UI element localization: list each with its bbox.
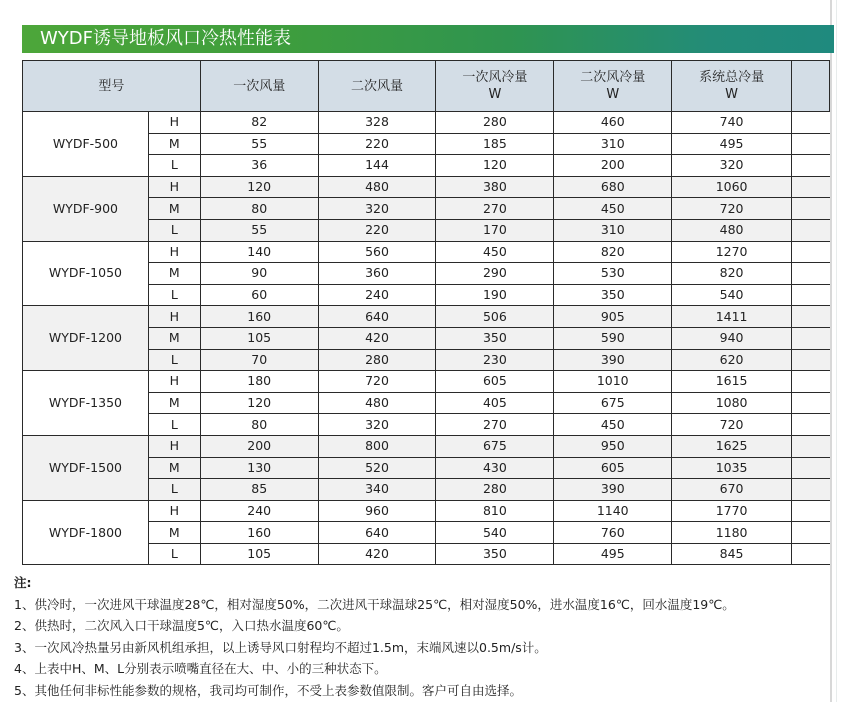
- model-cell: WYDF-500: [23, 112, 149, 177]
- blank-cell: [792, 198, 830, 220]
- total-cooling-cell: 940: [672, 327, 792, 349]
- secondary-cooling-cell: 530: [554, 263, 672, 285]
- page-title: WYDF诱导地板风口冷热性能表: [40, 28, 292, 49]
- performance-table: [22, 60, 830, 565]
- primary-cooling-cell: 810: [436, 500, 554, 522]
- primary-cooling-cell: 190: [436, 284, 554, 306]
- level-cell: H: [148, 500, 200, 522]
- secondary-cooling-cell: 390: [554, 349, 672, 371]
- level-cell: H: [148, 241, 200, 263]
- total-cooling-cell: 720: [672, 198, 792, 220]
- total-cooling-cell: 1270: [672, 241, 792, 263]
- total-cooling-cell: 620: [672, 349, 792, 371]
- blank-cell: [792, 327, 830, 349]
- note-item: 2、供热时，二次风入口干球温度5℃，入口热水温度60℃。: [14, 618, 349, 633]
- header-secondary-cooling-label: 二次风冷量: [580, 70, 646, 85]
- secondary-air-cell: 480: [318, 392, 436, 414]
- primary-air-cell: 85: [200, 479, 318, 501]
- header-blank: [792, 61, 830, 112]
- primary-cooling-cell: 280: [436, 479, 554, 501]
- secondary-cooling-cell: 310: [554, 133, 672, 155]
- secondary-air-cell: 520: [318, 457, 436, 479]
- model-cell: WYDF-1200: [23, 306, 149, 371]
- secondary-air-cell: 220: [318, 133, 436, 155]
- secondary-air-cell: 280: [318, 349, 436, 371]
- secondary-cooling-cell: 820: [554, 241, 672, 263]
- primary-cooling-cell: 270: [436, 198, 554, 220]
- secondary-cooling-cell: 460: [554, 112, 672, 134]
- primary-cooling-cell: 185: [436, 133, 554, 155]
- level-cell: M: [148, 522, 200, 544]
- level-cell: M: [148, 263, 200, 285]
- secondary-cooling-cell: 605: [554, 457, 672, 479]
- table-body: [23, 112, 830, 565]
- primary-air-cell: 70: [200, 349, 318, 371]
- primary-cooling-cell: 506: [436, 306, 554, 328]
- total-cooling-cell: 1770: [672, 500, 792, 522]
- level-cell: M: [148, 392, 200, 414]
- level-cell: L: [148, 414, 200, 436]
- model-cell: WYDF-1800: [23, 500, 149, 565]
- secondary-air-cell: 420: [318, 543, 436, 565]
- primary-cooling-cell: 290: [436, 263, 554, 285]
- secondary-air-cell: 800: [318, 435, 436, 457]
- header-primary-cooling-label: 一次风冷量: [462, 70, 528, 85]
- primary-air-cell: 140: [200, 241, 318, 263]
- secondary-cooling-cell: 200: [554, 155, 672, 177]
- primary-air-cell: 105: [200, 327, 318, 349]
- header-secondary-air-label: 二次风量: [351, 78, 404, 94]
- secondary-air-cell: 480: [318, 176, 436, 198]
- level-cell: L: [148, 543, 200, 565]
- secondary-cooling-cell: 350: [554, 284, 672, 306]
- primary-air-cell: 36: [200, 155, 318, 177]
- blank-cell: [792, 479, 830, 501]
- secondary-cooling-cell: 680: [554, 176, 672, 198]
- primary-air-cell: 60: [200, 284, 318, 306]
- level-cell: H: [148, 371, 200, 393]
- primary-cooling-cell: 120: [436, 155, 554, 177]
- header-secondary-air: [318, 61, 436, 112]
- blank-cell: [792, 457, 830, 479]
- secondary-air-cell: 328: [318, 112, 436, 134]
- total-cooling-cell: 495: [672, 133, 792, 155]
- level-cell: H: [148, 306, 200, 328]
- level-cell: M: [148, 198, 200, 220]
- blank-cell: [792, 522, 830, 544]
- note-item: 4、上表中H、M、L分别表示喷嘴直径在大、中、小的三种状态下。: [14, 661, 387, 676]
- total-cooling-cell: 320: [672, 155, 792, 177]
- total-cooling-cell: 1060: [672, 176, 792, 198]
- note-item: 5、其他任何非标性能参数的规格，我司均可制作，不受上表参数值限制。客户可自由选择。: [14, 682, 522, 698]
- table-header-row: [23, 61, 830, 112]
- blank-cell: [792, 306, 830, 328]
- model-cell: WYDF-1350: [23, 371, 149, 436]
- primary-air-cell: 55: [200, 219, 318, 241]
- table-row: [23, 306, 830, 328]
- total-cooling-cell: 480: [672, 219, 792, 241]
- total-cooling-cell: 1080: [672, 392, 792, 414]
- secondary-cooling-cell: 390: [554, 479, 672, 501]
- primary-air-cell: 240: [200, 500, 318, 522]
- total-cooling-cell: 740: [672, 112, 792, 134]
- table-row: [23, 241, 830, 263]
- primary-air-cell: 80: [200, 198, 318, 220]
- secondary-cooling-cell: 905: [554, 306, 672, 328]
- primary-air-cell: 90: [200, 263, 318, 285]
- secondary-cooling-cell: 450: [554, 198, 672, 220]
- table-row: [23, 500, 830, 522]
- header-secondary-cooling: [554, 61, 672, 112]
- blank-cell: [792, 112, 830, 134]
- secondary-air-cell: 420: [318, 327, 436, 349]
- note-item: 1、供冷时，一次进风干球温度28℃，相对湿度50%，二次进风干球温球25℃，相对湿度50%，进水温度16℃，回水温度19℃。: [14, 596, 735, 612]
- secondary-cooling-cell: 760: [554, 522, 672, 544]
- table-row: [23, 112, 830, 134]
- blank-cell: [792, 414, 830, 436]
- secondary-air-cell: 220: [318, 219, 436, 241]
- primary-air-cell: 130: [200, 457, 318, 479]
- secondary-cooling-cell: 310: [554, 219, 672, 241]
- level-cell: L: [148, 349, 200, 371]
- blank-cell: [792, 219, 830, 241]
- total-cooling-cell: 1180: [672, 522, 792, 544]
- primary-air-cell: 200: [200, 435, 318, 457]
- blank-cell: [792, 284, 830, 306]
- total-cooling-cell: 845: [672, 543, 792, 565]
- secondary-air-cell: 320: [318, 198, 436, 220]
- primary-air-cell: 80: [200, 414, 318, 436]
- primary-cooling-cell: 350: [436, 543, 554, 565]
- blank-cell: [792, 133, 830, 155]
- header-unit: W: [606, 87, 620, 102]
- primary-air-cell: 160: [200, 306, 318, 328]
- primary-cooling-cell: 350: [436, 327, 554, 349]
- secondary-air-cell: 144: [318, 155, 436, 177]
- primary-cooling-cell: 450: [436, 241, 554, 263]
- secondary-air-cell: 560: [318, 241, 436, 263]
- total-cooling-cell: 820: [672, 263, 792, 285]
- secondary-cooling-cell: 450: [554, 414, 672, 436]
- primary-cooling-cell: 430: [436, 457, 554, 479]
- level-cell: M: [148, 133, 200, 155]
- model-cell: WYDF-1050: [23, 241, 149, 306]
- total-cooling-cell: 1035: [672, 457, 792, 479]
- total-cooling-cell: 1615: [672, 371, 792, 393]
- total-cooling-cell: 540: [672, 284, 792, 306]
- primary-air-cell: 160: [200, 522, 318, 544]
- model-cell: WYDF-900: [23, 176, 149, 241]
- blank-cell: [792, 392, 830, 414]
- table-row: [23, 435, 830, 457]
- notes-section: [14, 572, 824, 701]
- blank-cell: [792, 155, 830, 177]
- header-unit: W: [725, 87, 739, 102]
- level-cell: H: [148, 176, 200, 198]
- total-cooling-cell: 1411: [672, 306, 792, 328]
- header-model: [23, 61, 201, 112]
- blank-cell: [792, 371, 830, 393]
- title-bar: [22, 25, 834, 53]
- header-model-label: 型号: [98, 78, 125, 94]
- primary-cooling-cell: 605: [436, 371, 554, 393]
- secondary-air-cell: 960: [318, 500, 436, 522]
- blank-cell: [792, 349, 830, 371]
- page-edge-line: [830, 0, 832, 702]
- header-primary-air: [200, 61, 318, 112]
- level-cell: M: [148, 457, 200, 479]
- header-primary-cooling: [436, 61, 554, 112]
- header-total-cooling: [672, 61, 792, 112]
- primary-air-cell: 105: [200, 543, 318, 565]
- blank-cell: [792, 241, 830, 263]
- level-cell: H: [148, 112, 200, 134]
- table-row: [23, 371, 830, 393]
- blank-cell: [792, 543, 830, 565]
- level-cell: L: [148, 155, 200, 177]
- level-cell: L: [148, 219, 200, 241]
- primary-cooling-cell: 280: [436, 112, 554, 134]
- secondary-air-cell: 360: [318, 263, 436, 285]
- header-primary-air-label: 一次风量: [233, 78, 286, 94]
- total-cooling-cell: 1625: [672, 435, 792, 457]
- primary-cooling-cell: 270: [436, 414, 554, 436]
- secondary-cooling-cell: 1140: [554, 500, 672, 522]
- secondary-air-cell: 640: [318, 522, 436, 544]
- primary-cooling-cell: 675: [436, 435, 554, 457]
- primary-cooling-cell: 540: [436, 522, 554, 544]
- secondary-cooling-cell: 590: [554, 327, 672, 349]
- model-cell: WYDF-1500: [23, 435, 149, 500]
- header-total-cooling-label: 系统总冷量: [699, 70, 765, 85]
- notes-heading: 注:: [14, 575, 32, 590]
- primary-cooling-cell: 230: [436, 349, 554, 371]
- blank-cell: [792, 500, 830, 522]
- blank-cell: [792, 176, 830, 198]
- page-edge-line: [836, 0, 837, 702]
- primary-air-cell: 82: [200, 112, 318, 134]
- table-row: [23, 176, 830, 198]
- total-cooling-cell: 670: [672, 479, 792, 501]
- secondary-cooling-cell: 495: [554, 543, 672, 565]
- level-cell: H: [148, 435, 200, 457]
- secondary-air-cell: 640: [318, 306, 436, 328]
- primary-cooling-cell: 405: [436, 392, 554, 414]
- total-cooling-cell: 720: [672, 414, 792, 436]
- level-cell: L: [148, 284, 200, 306]
- primary-air-cell: 55: [200, 133, 318, 155]
- primary-air-cell: 180: [200, 371, 318, 393]
- secondary-air-cell: 720: [318, 371, 436, 393]
- secondary-cooling-cell: 1010: [554, 371, 672, 393]
- secondary-air-cell: 340: [318, 479, 436, 501]
- primary-air-cell: 120: [200, 392, 318, 414]
- blank-cell: [792, 435, 830, 457]
- primary-cooling-cell: 170: [436, 219, 554, 241]
- blank-cell: [792, 263, 830, 285]
- secondary-cooling-cell: 675: [554, 392, 672, 414]
- level-cell: L: [148, 479, 200, 501]
- note-item: 3、一次风冷热量另由新风机组承担，以上诱导风口射程均不超过1.5m，末端风速以0.5m/s计。: [14, 639, 547, 655]
- header-unit: W: [488, 87, 502, 102]
- primary-air-cell: 120: [200, 176, 318, 198]
- secondary-air-cell: 240: [318, 284, 436, 306]
- secondary-air-cell: 320: [318, 414, 436, 436]
- primary-cooling-cell: 380: [436, 176, 554, 198]
- secondary-cooling-cell: 950: [554, 435, 672, 457]
- level-cell: M: [148, 327, 200, 349]
